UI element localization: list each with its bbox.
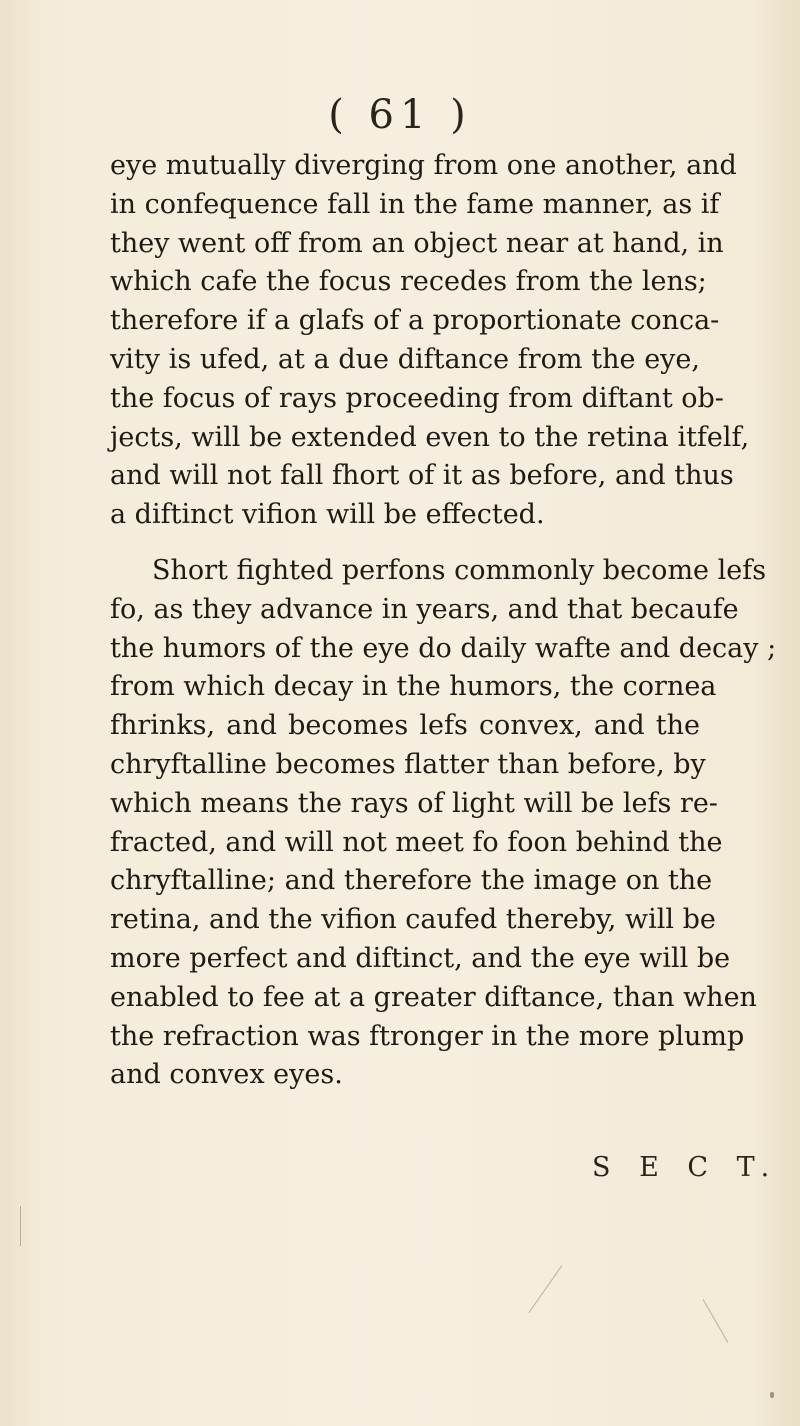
text-line: the refraction was ftronger in the more plump (110, 1020, 745, 1052)
text-line: fo, as they advance in years, and that becaufe (110, 593, 739, 625)
text-line: in confequence fall in the fame manner, as if (110, 188, 720, 220)
text-line: Short fighted perfons commonly become lefs (152, 555, 767, 586)
text-line: more perfect and diftinct, and the eye will be (110, 942, 731, 974)
text-line: from which decay in the humors, the cornea (110, 671, 717, 703)
text-line: jects, will be extended even to the retina itfelf, (110, 421, 750, 453)
catchword: S E C T. (592, 1152, 780, 1183)
paper-mark (20, 1206, 21, 1246)
text-line: fracted, and will not meet fo foon behind the (110, 826, 723, 858)
text-line: vity is ufed, at a due diftance from the eye, (110, 343, 700, 375)
text-line: and convex eyes. (110, 1059, 343, 1091)
text-line: they went off from an object near at hand, in (110, 227, 724, 259)
text-line: fhrinks, and becomes lefs convex, and the (110, 710, 700, 742)
text-line: chryftalline; and therefore the image on the (110, 865, 713, 897)
paper-mark (528, 1265, 562, 1313)
paragraph-2 (110, 552, 777, 1095)
text-line: a diftinct vifion will be effected. (110, 499, 545, 531)
text-line: chryftalline becomes flatter than before, by (110, 748, 706, 780)
paper-mark (770, 1392, 774, 1398)
text-line: retina, and the vifion caufed thereby, will be (110, 904, 716, 936)
text-line: enabled to fee at a greater diftance, than when (110, 981, 757, 1013)
text-line: the focus of rays proceeding from diftant ob- (110, 382, 724, 414)
paragraph-1 (110, 147, 750, 535)
text-line: which cafe the focus recedes from the lens; (110, 266, 707, 298)
paper-mark (703, 1299, 729, 1343)
text-line: and will not fall fhort of it as before, and thus (110, 460, 734, 492)
text-line: eye mutually diverging from one another, and (110, 150, 737, 181)
text-line: the humors of the eye do daily wafte and decay ; (110, 632, 777, 664)
text-line: therefore if a glafs of a proportionate conca- (110, 305, 720, 337)
page-number-header: ( 61 ) (328, 92, 472, 138)
text-line: which means the rays of light will be lefs re- (110, 787, 718, 819)
